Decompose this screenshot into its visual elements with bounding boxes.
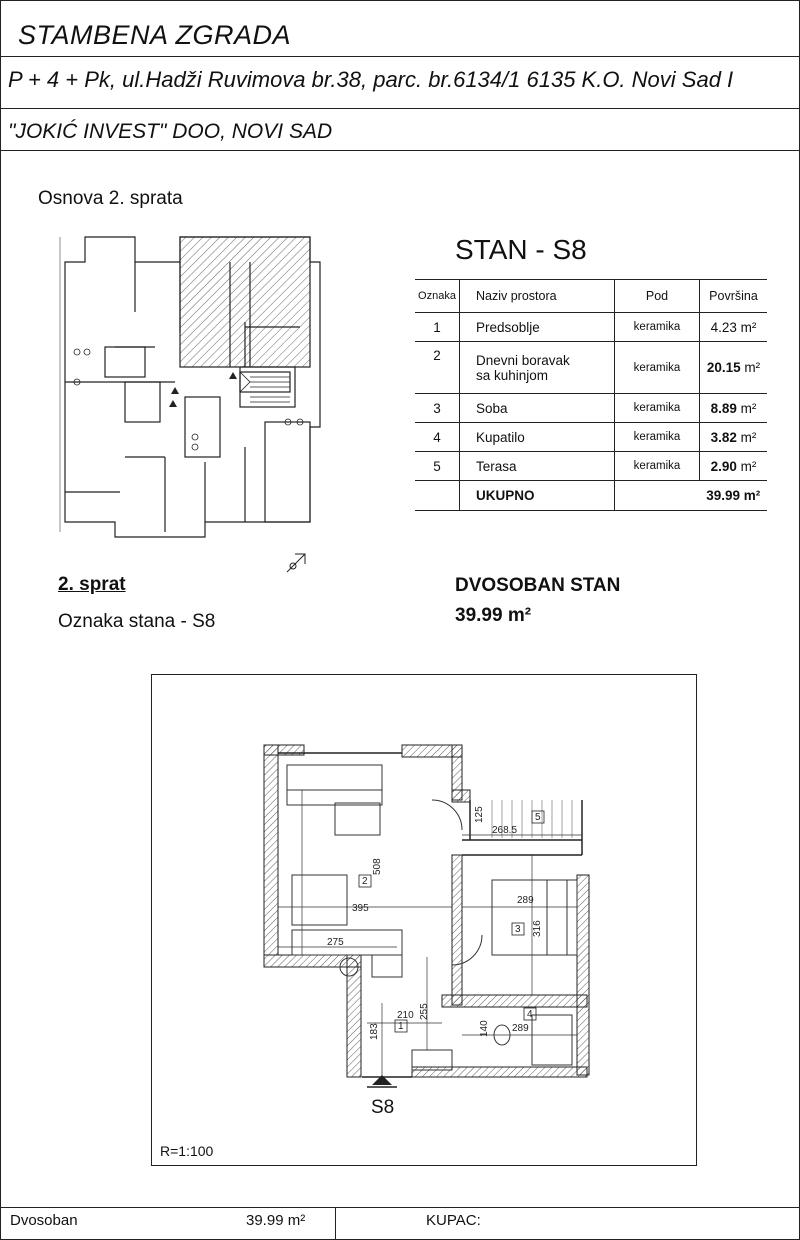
room-number: 1 — [415, 313, 460, 342]
room-area-value: 8.89 — [710, 400, 737, 416]
svg-text:275: 275 — [327, 937, 344, 948]
svg-text:3: 3 — [515, 924, 521, 935]
svg-text:140: 140 — [479, 1020, 490, 1037]
room-floor: keramika — [615, 394, 700, 423]
svg-text:289: 289 — [517, 895, 534, 906]
room-number: 4 — [415, 423, 460, 452]
apartment-type: DVOSOBAN STAN — [455, 575, 621, 596]
svg-text:268.5: 268.5 — [492, 825, 518, 836]
room-name: Kupatilo — [460, 423, 615, 452]
svg-text:1: 1 — [398, 1021, 404, 1032]
svg-text:255: 255 — [419, 1003, 430, 1020]
room-area — [700, 394, 768, 423]
floor-label: 2. sprat — [58, 574, 126, 595]
room-area-unit: m² — [740, 360, 761, 375]
room-name: Terasa — [460, 452, 615, 481]
svg-text:316: 316 — [532, 920, 543, 937]
floor-overview-plan — [55, 232, 325, 582]
room-area-value: 2.90 — [710, 458, 737, 474]
footer-type: Dvosoban — [10, 1212, 78, 1229]
room-area-unit: m² — [736, 319, 757, 335]
svg-text:2: 2 — [362, 876, 368, 887]
total-area: 39.99 m² — [706, 488, 761, 503]
room-area-unit: m² — [736, 400, 757, 416]
col-header-area: Površina — [709, 289, 758, 303]
apartment-area: 39.99 m² — [455, 605, 532, 626]
table-header-row — [415, 280, 767, 313]
room-area-value: 20.15 — [706, 360, 741, 375]
room-name-line1: Dnevni boravak — [476, 352, 570, 368]
room-floor: keramika — [615, 342, 700, 394]
room-area-table — [415, 279, 767, 511]
buyer-label: KUPAC: — [426, 1212, 481, 1229]
room-floor: keramika — [615, 452, 700, 481]
divider — [0, 150, 800, 151]
col-header-floor: Pod — [615, 280, 700, 313]
svg-text:210: 210 — [397, 1010, 414, 1021]
divider — [335, 1208, 336, 1240]
room-floor: keramika — [615, 313, 700, 342]
divider — [0, 108, 800, 109]
room-area — [700, 452, 768, 481]
svg-text:5: 5 — [535, 812, 541, 823]
apartment-floor-plan — [152, 675, 696, 1165]
room-name — [460, 342, 615, 394]
apartment-plan-box — [151, 674, 697, 1166]
table-row — [415, 423, 767, 452]
empty-cell — [415, 481, 460, 511]
footer-area: 39.99 m² — [246, 1212, 306, 1229]
room-area-unit: m² — [736, 458, 757, 474]
table-row — [415, 313, 767, 342]
divider — [0, 1207, 800, 1208]
col-header-room-name: Naziv prostora — [460, 280, 615, 313]
entry-label: S8 — [371, 1097, 395, 1118]
room-name-line2: sa kuhinjom — [476, 367, 549, 383]
empty-cell — [615, 481, 700, 511]
room-area-value: 4.23 — [710, 319, 737, 335]
table-row — [415, 394, 767, 423]
apartment-title: STAN - S8 — [455, 234, 587, 265]
room-number: 2 — [415, 342, 460, 394]
room-area — [700, 342, 768, 394]
total-label: UKUPNO — [460, 481, 615, 511]
north-arrow-icon — [287, 554, 305, 572]
investor-name: "JOKIĆ INVEST" DOO, NOVI SAD — [8, 120, 333, 143]
room-area-value: 3.82 — [710, 429, 737, 445]
col-header-number: Oznaka — [415, 280, 460, 313]
svg-text:289: 289 — [512, 1023, 529, 1034]
building-title: STAMBENA ZGRADA — [18, 20, 292, 50]
room-area — [700, 423, 768, 452]
svg-text:395: 395 — [352, 903, 369, 914]
divider — [0, 56, 800, 57]
room-number: 5 — [415, 452, 460, 481]
room-name: Predsoblje — [460, 313, 615, 342]
svg-text:125: 125 — [474, 806, 485, 823]
building-address: P + 4 + Pk, ul.Hadži Ruvimova br.38, parc. br.6134/1 6135 K.O. Novi Sad I — [8, 67, 734, 92]
table-total-row — [415, 481, 767, 511]
floor-plan-label: Osnova 2. sprata — [38, 188, 183, 209]
svg-text:508: 508 — [372, 858, 383, 875]
svg-text:183: 183 — [369, 1023, 380, 1040]
apartment-code: Oznaka stana - S8 — [58, 611, 216, 632]
table-row — [415, 342, 767, 394]
room-floor: keramika — [615, 423, 700, 452]
table-row — [415, 452, 767, 481]
svg-text:4: 4 — [527, 1009, 533, 1020]
room-area-unit: m² — [736, 429, 757, 445]
scale-label: R=1:100 — [160, 1143, 214, 1159]
room-name: Soba — [460, 394, 615, 423]
room-area — [700, 313, 768, 342]
room-number: 3 — [415, 394, 460, 423]
